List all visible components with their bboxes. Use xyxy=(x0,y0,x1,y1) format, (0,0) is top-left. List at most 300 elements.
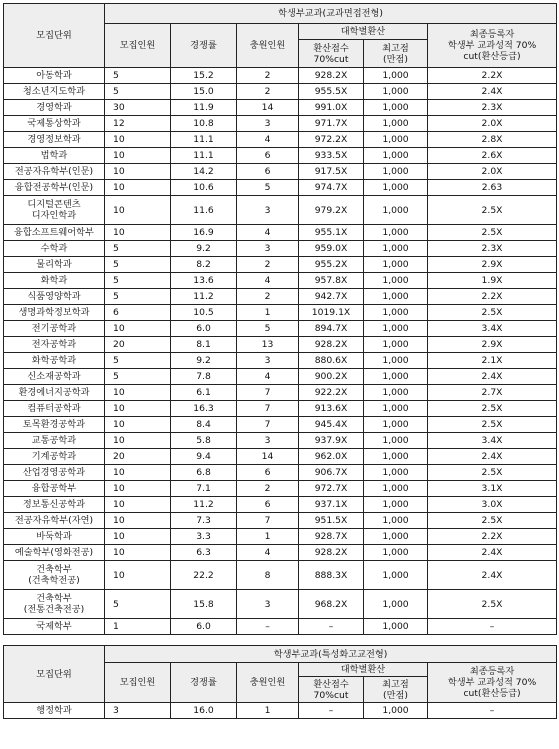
cell-final-grade: – xyxy=(428,619,557,635)
table-row xyxy=(4,132,557,148)
cell-max-score: 1,000 xyxy=(364,703,428,719)
cell-competition: 8.2 xyxy=(171,257,237,273)
cell-conv-score: 937.1X xyxy=(299,497,364,513)
table-row xyxy=(4,289,557,305)
table-row xyxy=(4,241,557,257)
cell-final-grade: 2.4X xyxy=(428,449,557,465)
cell-quota: 10 xyxy=(105,321,171,337)
cell-dept: 융합전공학부(인문) xyxy=(4,180,105,196)
cell-conv-score: 955.1X xyxy=(299,225,364,241)
table-row xyxy=(4,619,557,635)
cell-max-score: 1,000 xyxy=(364,561,428,590)
header-max-score-line1: 최고점 xyxy=(382,678,409,690)
cell-competition: 6.1 xyxy=(171,385,237,401)
header-max-score-line2: (만점) xyxy=(383,689,408,701)
cell-conv-score: 933.5X xyxy=(299,148,364,164)
cell-competition: 16.0 xyxy=(171,703,237,719)
cell-final-grade: 2.9X xyxy=(428,257,557,273)
cell-extra: 2 xyxy=(237,289,299,305)
cell-competition: 6.8 xyxy=(171,465,237,481)
table-row xyxy=(4,529,557,545)
cell-conv-score: 951.5X xyxy=(299,513,364,529)
cell-competition: 9.2 xyxy=(171,353,237,369)
cell-quota: 5 xyxy=(105,590,171,619)
cell-conv-score: 913.6X xyxy=(299,401,364,417)
cell-max-score: 1,000 xyxy=(364,497,428,513)
header-final-line3: cut(환산등급) xyxy=(463,688,521,699)
cell-quota: 12 xyxy=(105,116,171,132)
cell-quota: 10 xyxy=(105,529,171,545)
cell-conv-score: 917.5X xyxy=(299,164,364,180)
cell-max-score: 1,000 xyxy=(364,417,428,433)
header-conv-score xyxy=(299,40,364,68)
cell-max-score: 1,000 xyxy=(364,100,428,116)
cell-quota: 10 xyxy=(105,132,171,148)
cell-competition: 7.3 xyxy=(171,513,237,529)
cell-extra: 3 xyxy=(237,116,299,132)
header-dept: 모집단위 xyxy=(4,646,105,703)
cell-max-score: 1,000 xyxy=(364,164,428,180)
cell-competition: 15.0 xyxy=(171,84,237,100)
table-row xyxy=(4,164,557,180)
cell-final-grade: 2.0X xyxy=(428,116,557,132)
cell-extra: 5 xyxy=(237,321,299,337)
cell-final-grade: 2.5X xyxy=(428,465,557,481)
header-competition: 경쟁률 xyxy=(171,663,237,703)
header-conv-score-line1: 환산점수 xyxy=(313,678,349,690)
cell-extra: 6 xyxy=(237,148,299,164)
cell-conv-score: 979.2X xyxy=(299,196,364,225)
cell-max-score: 1,000 xyxy=(364,590,428,619)
table-title: 학생부교과(특성화고교전형) xyxy=(105,646,557,663)
table-row xyxy=(4,513,557,529)
cell-competition: 11.2 xyxy=(171,289,237,305)
table2-body xyxy=(4,703,557,719)
header-extra: 충원인원 xyxy=(237,24,299,68)
cell-quota: 1 xyxy=(105,619,171,635)
table-row xyxy=(4,196,557,225)
cell-final-grade: 1.9X xyxy=(428,273,557,289)
cell-quota: 10 xyxy=(105,164,171,180)
table-row xyxy=(4,353,557,369)
cell-dept: 신소재공학과 xyxy=(4,369,105,385)
cell-final-grade: 2.4X xyxy=(428,561,557,590)
cell-quota: 30 xyxy=(105,100,171,116)
cell-dept: 청소년지도학과 xyxy=(4,84,105,100)
cell-conv-score: 959.0X xyxy=(299,241,364,257)
table-row xyxy=(4,433,557,449)
cell-competition: 7.1 xyxy=(171,481,237,497)
header-final-line3: cut(환산등급) xyxy=(463,51,521,62)
cell-conv-score: 928.2X xyxy=(299,68,364,84)
header-max-score xyxy=(364,677,428,703)
cell-final-grade: 2.5X xyxy=(428,401,557,417)
cell-dept: 물리학과 xyxy=(4,257,105,273)
cell-quota: 10 xyxy=(105,465,171,481)
cell-competition: 11.1 xyxy=(171,132,237,148)
header-dept: 모집단위 xyxy=(4,4,105,68)
cell-dept: 화학과 xyxy=(4,273,105,289)
cell-quota: 5 xyxy=(105,353,171,369)
cell-final-grade: 3.1X xyxy=(428,481,557,497)
cell-competition: 15.8 xyxy=(171,590,237,619)
cell-final-grade: 2.0X xyxy=(428,164,557,180)
cell-competition: 16.9 xyxy=(171,225,237,241)
cell-max-score: 1,000 xyxy=(364,132,428,148)
cell-dept: 예술학부(영화전공) xyxy=(4,545,105,561)
cell-dept: 경영정보학과 xyxy=(4,132,105,148)
admission-results xyxy=(3,3,556,719)
cell-max-score: 1,000 xyxy=(364,353,428,369)
cell-final-grade: 2.7X xyxy=(428,385,557,401)
cell-max-score: 1,000 xyxy=(364,513,428,529)
cell-conv-score: 971.7X xyxy=(299,116,364,132)
table-row xyxy=(4,273,557,289)
cell-max-score: 1,000 xyxy=(364,68,428,84)
cell-competition: 8.4 xyxy=(171,417,237,433)
cell-dept: 산업경영공학과 xyxy=(4,465,105,481)
cell-dept xyxy=(4,196,105,225)
header-final-line1: 최종등록자 xyxy=(469,29,515,40)
cell-dept: 정보통신공학과 xyxy=(4,497,105,513)
table-row xyxy=(4,257,557,273)
table-row xyxy=(4,417,557,433)
cell-max-score: 1,000 xyxy=(364,481,428,497)
cell-quota: 10 xyxy=(105,401,171,417)
cell-final-grade: 2.4X xyxy=(428,369,557,385)
cell-max-score: 1,000 xyxy=(364,84,428,100)
header-max-score-line1: 최고점 xyxy=(382,42,409,54)
cell-conv-score: 962.0X xyxy=(299,449,364,465)
cell-final-grade: 2.5X xyxy=(428,305,557,321)
header-competition: 경쟁률 xyxy=(171,24,237,68)
cell-conv-score: 928.7X xyxy=(299,529,364,545)
cell-competition: 11.1 xyxy=(171,148,237,164)
cell-extra: 1 xyxy=(237,703,299,719)
table-row xyxy=(4,401,557,417)
header-conv-score xyxy=(299,677,364,703)
cell-final-grade: 2.5X xyxy=(428,196,557,225)
cell-quota: 10 xyxy=(105,513,171,529)
cell-dept: 교통공학과 xyxy=(4,433,105,449)
cell-quota: 10 xyxy=(105,433,171,449)
header-max-score xyxy=(364,40,428,68)
cell-quota: 5 xyxy=(105,68,171,84)
cell-dept: 컴퓨터공학과 xyxy=(4,401,105,417)
cell-dept: 아동학과 xyxy=(4,68,105,84)
cell-quota: 10 xyxy=(105,225,171,241)
cell-competition: 10.8 xyxy=(171,116,237,132)
cell-competition: 6.0 xyxy=(171,619,237,635)
header-quota: 모집인원 xyxy=(105,663,171,703)
cell-competition: 22.2 xyxy=(171,561,237,590)
cell-conv-score: 880.6X xyxy=(299,353,364,369)
cell-dept: 식품영양학과 xyxy=(4,289,105,305)
cell-max-score: 1,000 xyxy=(364,241,428,257)
cell-dept: 전공자유학부(자연) xyxy=(4,513,105,529)
cell-conv-score: 955.2X xyxy=(299,257,364,273)
cell-conv-score: 974.7X xyxy=(299,180,364,196)
table-row xyxy=(4,68,557,84)
cell-dept-line2: (전통건축전공) xyxy=(23,604,85,615)
cell-extra: 2 xyxy=(237,257,299,273)
cell-max-score: 1,000 xyxy=(364,433,428,449)
table-row xyxy=(4,225,557,241)
cell-quota: 10 xyxy=(105,481,171,497)
cell-final-grade: 2.2X xyxy=(428,289,557,305)
cell-competition: 5.8 xyxy=(171,433,237,449)
cell-extra: 7 xyxy=(237,513,299,529)
cell-dept: 바둑학과 xyxy=(4,529,105,545)
cell-extra: 4 xyxy=(237,369,299,385)
cell-dept: 국제학부 xyxy=(4,619,105,635)
cell-conv-score: 928.2X xyxy=(299,545,364,561)
cell-extra: – xyxy=(237,619,299,635)
cell-conv-score: 972.2X xyxy=(299,132,364,148)
cell-competition: 7.8 xyxy=(171,369,237,385)
cell-extra: 7 xyxy=(237,417,299,433)
cell-final-grade: 2.5X xyxy=(428,513,557,529)
cell-quota: 5 xyxy=(105,84,171,100)
cell-extra: 2 xyxy=(237,84,299,100)
cell-quota: 10 xyxy=(105,148,171,164)
cell-quota: 10 xyxy=(105,385,171,401)
cell-quota: 10 xyxy=(105,545,171,561)
table-row xyxy=(4,305,557,321)
table-row xyxy=(4,497,557,513)
cell-max-score: 1,000 xyxy=(364,401,428,417)
cell-final-grade: 2.3X xyxy=(428,100,557,116)
table-vocational-track xyxy=(3,645,557,719)
cell-final-grade: 2.3X xyxy=(428,241,557,257)
header-final-line1: 최종등록자 xyxy=(469,666,515,677)
cell-final-grade: 2.5X xyxy=(428,417,557,433)
table-row xyxy=(4,385,557,401)
cell-dept: 수학과 xyxy=(4,241,105,257)
header-univ-conv: 대학별환산 xyxy=(299,24,428,40)
cell-conv-score: 957.8X xyxy=(299,273,364,289)
cell-max-score: 1,000 xyxy=(364,529,428,545)
cell-final-grade: 2.5X xyxy=(428,590,557,619)
cell-quota: 10 xyxy=(105,180,171,196)
cell-max-score: 1,000 xyxy=(364,337,428,353)
cell-dept: 국제통상학과 xyxy=(4,116,105,132)
cell-final-grade: 2.5X xyxy=(428,225,557,241)
header-final xyxy=(428,663,557,703)
cell-final-grade: 3.4X xyxy=(428,321,557,337)
table-row xyxy=(4,337,557,353)
cell-extra: 7 xyxy=(237,401,299,417)
cell-max-score: 1,000 xyxy=(364,196,428,225)
cell-quota: 10 xyxy=(105,196,171,225)
cell-quota: 5 xyxy=(105,241,171,257)
cell-final-grade: 3.4X xyxy=(428,433,557,449)
cell-final-grade: 3.0X xyxy=(428,497,557,513)
cell-max-score: 1,000 xyxy=(364,180,428,196)
cell-conv-score: – xyxy=(299,619,364,635)
cell-max-score: 1,000 xyxy=(364,545,428,561)
cell-final-grade: 2.1X xyxy=(428,353,557,369)
table-row xyxy=(4,321,557,337)
cell-conv-score: 937.9X xyxy=(299,433,364,449)
cell-dept-line1: 건축학부 xyxy=(36,564,72,575)
cell-conv-score: 942.7X xyxy=(299,289,364,305)
cell-competition: 6.0 xyxy=(171,321,237,337)
cell-dept: 전자공학과 xyxy=(4,337,105,353)
cell-dept: 융합공학부 xyxy=(4,481,105,497)
cell-dept: 법학과 xyxy=(4,148,105,164)
cell-competition: 11.6 xyxy=(171,196,237,225)
cell-dept: 생명과학정보학과 xyxy=(4,305,105,321)
cell-max-score: 1,000 xyxy=(364,273,428,289)
header-quota: 모집인원 xyxy=(105,24,171,68)
cell-conv-score: – xyxy=(299,703,364,719)
table-row xyxy=(4,449,557,465)
cell-dept: 화학공학과 xyxy=(4,353,105,369)
cell-competition: 3.3 xyxy=(171,529,237,545)
header-conv-score-line2: 70%cut xyxy=(313,689,349,701)
cell-quota: 6 xyxy=(105,305,171,321)
cell-extra: 3 xyxy=(237,241,299,257)
cell-extra: 14 xyxy=(237,449,299,465)
cell-dept: 환경에너지공학과 xyxy=(4,385,105,401)
cell-final-grade: 2.9X xyxy=(428,337,557,353)
cell-competition: 16.3 xyxy=(171,401,237,417)
cell-extra: 1 xyxy=(237,529,299,545)
cell-conv-score: 900.2X xyxy=(299,369,364,385)
cell-max-score: 1,000 xyxy=(364,321,428,337)
cell-final-grade: 2.63 xyxy=(428,180,557,196)
cell-extra: 6 xyxy=(237,465,299,481)
cell-competition: 10.6 xyxy=(171,180,237,196)
cell-extra: 2 xyxy=(237,481,299,497)
cell-competition: 8.1 xyxy=(171,337,237,353)
cell-conv-score: 888.3X xyxy=(299,561,364,590)
cell-quota: 5 xyxy=(105,289,171,305)
header-extra: 충원인원 xyxy=(237,663,299,703)
table-row xyxy=(4,545,557,561)
table-interview-track xyxy=(3,3,557,635)
table-row xyxy=(4,590,557,619)
table-row xyxy=(4,481,557,497)
cell-conv-score: 955.5X xyxy=(299,84,364,100)
table-row xyxy=(4,84,557,100)
cell-final-grade: – xyxy=(428,703,557,719)
cell-conv-score: 972.7X xyxy=(299,481,364,497)
cell-quota: 10 xyxy=(105,561,171,590)
cell-max-score: 1,000 xyxy=(364,449,428,465)
cell-max-score: 1,000 xyxy=(364,369,428,385)
cell-max-score: 1,000 xyxy=(364,225,428,241)
table-row xyxy=(4,148,557,164)
table-row xyxy=(4,369,557,385)
cell-conv-score: 928.2X xyxy=(299,337,364,353)
cell-competition: 10.5 xyxy=(171,305,237,321)
cell-competition: 11.2 xyxy=(171,497,237,513)
cell-competition: 9.2 xyxy=(171,241,237,257)
header-final-line2: 학생부 교과성적 70% xyxy=(447,40,537,51)
cell-conv-score: 945.4X xyxy=(299,417,364,433)
cell-extra: 2 xyxy=(237,68,299,84)
cell-conv-score: 922.2X xyxy=(299,385,364,401)
cell-dept: 전기공학과 xyxy=(4,321,105,337)
table1-body xyxy=(4,68,557,635)
cell-extra: 3 xyxy=(237,590,299,619)
header-final xyxy=(428,24,557,68)
cell-extra: 6 xyxy=(237,164,299,180)
cell-dept xyxy=(4,590,105,619)
cell-competition: 6.3 xyxy=(171,545,237,561)
header-max-score-line2: (만점) xyxy=(383,53,408,65)
cell-extra: 3 xyxy=(237,433,299,449)
cell-extra: 8 xyxy=(237,561,299,590)
cell-max-score: 1,000 xyxy=(364,465,428,481)
cell-max-score: 1,000 xyxy=(364,116,428,132)
table-title: 학생부교과(교과면접전형) xyxy=(105,4,557,24)
cell-dept-line1: 디지털콘텐츠 xyxy=(27,199,81,210)
cell-extra: 3 xyxy=(237,196,299,225)
cell-dept xyxy=(4,561,105,590)
header-conv-score-line2: 70%cut xyxy=(313,53,349,65)
cell-dept: 기계공학과 xyxy=(4,449,105,465)
cell-quota: 5 xyxy=(105,273,171,289)
cell-quota: 20 xyxy=(105,449,171,465)
cell-conv-score: 968.2X xyxy=(299,590,364,619)
cell-extra: 4 xyxy=(237,273,299,289)
cell-extra: 5 xyxy=(237,180,299,196)
header-univ-conv: 대학별환산 xyxy=(299,663,428,677)
cell-max-score: 1,000 xyxy=(364,257,428,273)
table-row xyxy=(4,703,557,719)
cell-extra: 3 xyxy=(237,353,299,369)
cell-dept: 융합소프트웨어학부 xyxy=(4,225,105,241)
table-row xyxy=(4,561,557,590)
cell-extra: 13 xyxy=(237,337,299,353)
cell-conv-score: 1019.1X xyxy=(299,305,364,321)
cell-extra: 6 xyxy=(237,497,299,513)
cell-max-score: 1,000 xyxy=(364,305,428,321)
cell-competition: 11.9 xyxy=(171,100,237,116)
cell-dept-line2: 디자인학과 xyxy=(31,210,77,221)
cell-final-grade: 2.2X xyxy=(428,529,557,545)
cell-quota: 5 xyxy=(105,257,171,273)
cell-max-score: 1,000 xyxy=(364,619,428,635)
cell-conv-score: 991.0X xyxy=(299,100,364,116)
cell-dept: 전공자유학부(인문) xyxy=(4,164,105,180)
header-final-line2: 학생부 교과성적 70% xyxy=(447,677,537,688)
cell-competition: 14.2 xyxy=(171,164,237,180)
cell-conv-score: 906.7X xyxy=(299,465,364,481)
cell-max-score: 1,000 xyxy=(364,148,428,164)
cell-competition: 9.4 xyxy=(171,449,237,465)
cell-final-grade: 2.4X xyxy=(428,84,557,100)
cell-final-grade: 2.8X xyxy=(428,132,557,148)
cell-extra: 4 xyxy=(237,225,299,241)
cell-dept: 경영학과 xyxy=(4,100,105,116)
header-conv-score-line1: 환산점수 xyxy=(313,42,349,54)
cell-competition: 13.6 xyxy=(171,273,237,289)
cell-max-score: 1,000 xyxy=(364,289,428,305)
cell-conv-score: 894.7X xyxy=(299,321,364,337)
cell-extra: 1 xyxy=(237,305,299,321)
cell-dept-line1: 건축학부 xyxy=(36,593,72,604)
cell-competition: 15.2 xyxy=(171,68,237,84)
cell-quota: 10 xyxy=(105,497,171,513)
cell-extra: 4 xyxy=(237,545,299,561)
table-row xyxy=(4,100,557,116)
cell-quota: 5 xyxy=(105,369,171,385)
table-row xyxy=(4,465,557,481)
